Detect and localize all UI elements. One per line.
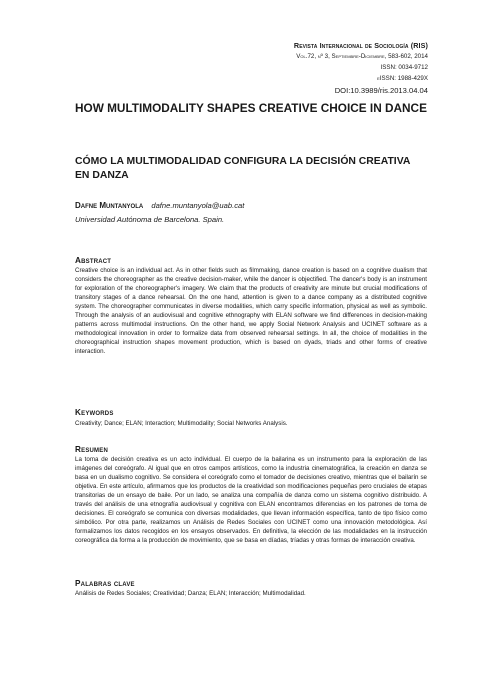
eissn: eISSN: 1988-429X [377, 75, 428, 82]
volume-info: Vol.72, nº 3, Septiembre-Diciembre, 583-602, 2014 [296, 53, 428, 60]
author-affiliation: Universidad Autónoma de Barcelona. Spain. [75, 215, 225, 224]
abstract-text: Creative choice is an individual act. As in other fields such as filmmaking, dance creation is based on a cognitive dualism that considers the choreographer as the creative decision-maker, while the dancer is objectified. The dancer's body is an instrument for exploration of the choreographer's imagery. We claim that the products of creativity are minute but crucial modifications of transitory stages of a dance rehearsal. On the one hand, attention is given to a dance company as a distributed cognitive system. The choreographer communicates in diverse modalities, which carry specific information, physical as well as symbolic. Through the analysis of an audiovisual and cognitive ethnography with ELAN software we find differences in decision-making patterns across multimodal instructions. On the other hand, we apply Social Network Analysis and UCINET software as a methodological innovation in order to formalize data from observed rehearsal settings. In all, the choice of modalities in the choreographical instruction shapes movement production, which is based on dyads, triads and other forms of creative interaction. [75, 267, 427, 355]
keywords-heading: Keywords [75, 408, 114, 417]
abstract-heading: Abstract [75, 256, 112, 265]
author-email[interactable]: dafne.muntanyola@uab.cat [151, 201, 245, 210]
title-english: HOW MULTIMODALITY SHAPES CREATIVE CHOICE IN DANCE [75, 101, 427, 115]
author-line [75, 201, 427, 210]
journal-masthead [294, 40, 428, 96]
palabras-clave-heading: Palabras clave [75, 579, 135, 588]
issn: ISSN: 0034-9712 [380, 64, 428, 71]
journal-name: Revista Internacional de Sociología (RIS) [293, 41, 428, 50]
title-spanish: CÓMO LA MULTIMODALIDAD CONFIGURA LA DECISIÓN CREATIVA EN DANZA [75, 156, 410, 181]
author-name: Dafne Muntanyola [75, 201, 144, 210]
resumen-heading: Resumen [75, 445, 108, 454]
resumen-text: La toma de decisión creativa es un acto individual. El cuerpo de la bailarina es un instrumento para la exploración de las imágenes del coreógrafo. Al igual que en otros campos artísticos, como la industria cinematográfica, la creación en danza se basa en un dualismo cognitivo. Se considera el coreógrafo como el tomador de decisiones creativo, mientras que el bailarín se objetiva. En este artículo, afirmamos que los productos de la creatividad son modificaciones pequeñas pero cruciales de etapas transitorias de un ensayo de baile. Por un lado, se analiza una compañía de danza como un sistema cognitivo distribuido. A través del análisis de una etnografía audiovisual y cognitiva con ELAN encontramos diferencias en los patrones de toma de decisiones. El coreógrafo se comunica con diversas modalidades, que llevan información específica, tanto de tipo físico como simbólico. Por otra parte, realizamos un Análisis de Redes Sociales con UCINET como una innovación metodológica. Así formalizamos los datos recogidos en los ensayos observados. En definitiva, la elección de las modalidades en la instrucción coreográfica da forma a la producción de movimiento, que se basa en díadas, tríadas y otras formas de interacción creativa. [75, 456, 427, 544]
doi: DOI:10.3989/ris.2013.04.04 [334, 86, 428, 95]
keywords-text: Creativity; Dance; ELAN; Interaction; Multimodality; Social Networks Analysis. [75, 420, 288, 427]
palabras-clave-text: Análisis de Redes Sociales; Creatividad; Danza; ELAN; Interacción; Multimodalidad. [75, 590, 306, 597]
